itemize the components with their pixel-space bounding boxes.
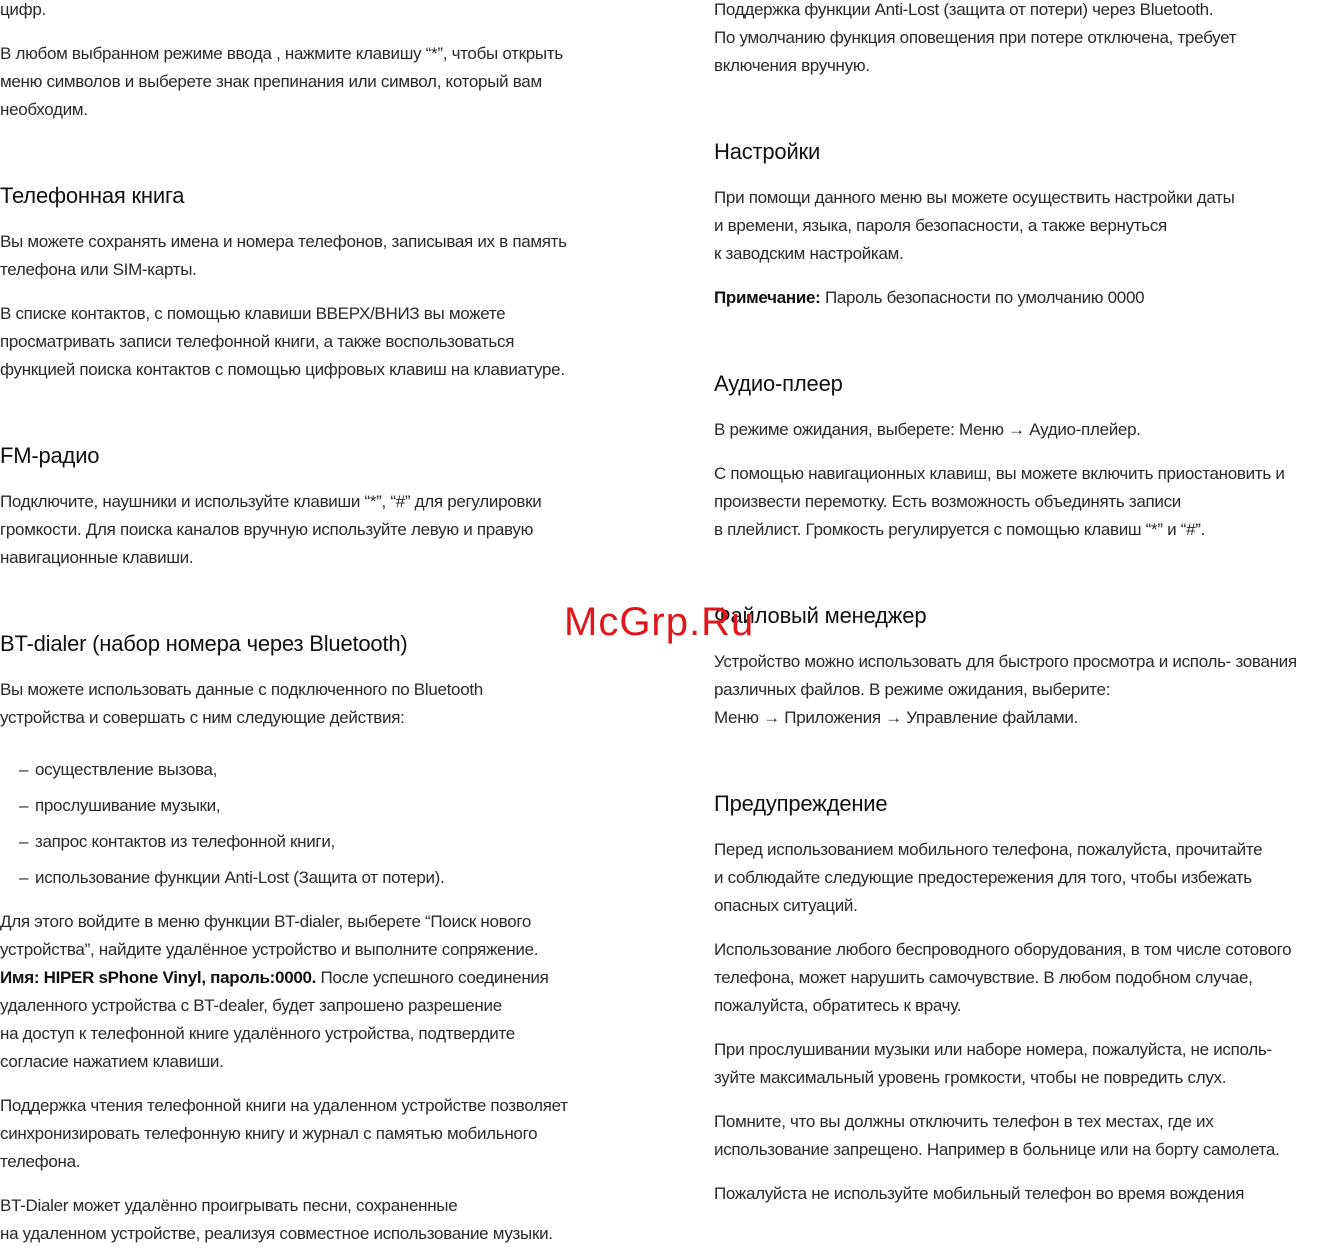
heading-fm-radio: FM-радио [0,443,100,468]
paragraph-audio-controls: С помощью навигационных клавиш, вы можете включить приостановить и произвести перемотку. Есть возможность объединять записи в плейлист. Громкость регулируется с помощью клавиш “*” и “#”. [714,464,1285,539]
heading-audio-player: Аудио-плеер [714,371,843,396]
paragraph-warning-health: Использование любого беспроводного оборудования, в том числе сотового телефона, может нарушить самочувствие. В любом подобном случае, пожалуйста, обратитесь к врачу. [714,940,1292,1015]
note-label: Примечание: [714,288,821,307]
heading-file-manager: Файловый менеджер [714,603,927,628]
list-item: – осуществление вызова, [19,760,218,779]
paragraph-bt-intro: Вы можете использовать данные с подключенного по Bluetooth устройства и совершать с ним следующие действия: [0,680,483,727]
paragraph-symbols-menu: В любом выбранном режиме ввода , нажмите клавишу “*”, чтобы открыть меню символов и выберете знак препинания или символ, который вам необходим. [0,44,563,119]
watermark-logo: McGrp.Ru [564,600,755,644]
heading-phonebook: Телефонная книга [0,183,185,208]
list-item: – использование функции Anti-Lost (Защита от потери). [19,868,445,887]
heading-bt-dialer: BT-dialer (набор номера через Bluetooth) [0,631,408,656]
pairing-credentials: Имя: HIPER sPhone Vinyl, пароль:0000. [0,968,317,987]
paragraph-bt-sync: Поддержка чтения телефонной книги на удаленном устройстве позволяет синхронизировать телефонную книгу и журнал с памятью мобильного телефона. [0,1096,568,1171]
paragraph-settings: При помощи данного меню вы можете осуществить настройки даты и времени, языка, пароля безопасности, а также вернуться к заводским настройкам. [714,188,1235,263]
paragraph-phonebook-save: Вы можете сохранять имена и номера телефонов, записывая их в память телефона или SIM-карты. [0,232,567,279]
paragraph-file-manager: Устройство можно использовать для быстрого просмотра и исполь- зования различных файлов. В режиме ожидания, выберите: Меню → Приложения → Управление файлами. [714,652,1297,727]
list-item: – прослушивание музыки, [19,796,221,815]
heading-warning: Предупреждение [714,791,888,816]
paragraph-settings-note: Примечание: Пароль безопасности по умолчанию 0000 [714,288,1145,307]
paragraph-bt-music: BT-Dialer может удалённо проигрывать песни, сохраненные на удаленном устройстве, реализуя совместное использование музыки. [0,1196,553,1243]
paragraph-bt-pairing: Для этого войдите в меню функции BT-dialer, выберете “Поиск нового устройства”, найдите удалённое устройство и выполните сопряжение. Имя: HIPER sPhone Vinyl, пароль:0000. После успешного соединения удаленного устройства с BT-dealer, будет запрошено разрешение на доступ к телефонной книге удалённого устройства, подтвердите согласие нажатием клавиши. [0,912,549,1071]
paragraph-warning-restricted: Помните, что вы должны отключить телефон в тех местах, где их использование запрещено. Например в больнице или на борту самолета. [714,1112,1280,1159]
paragraph-antilost: Поддержка функции Anti-Lost (защита от потери) через Bluetooth. По умолчанию функция оповещения при потере отключена, требует включения вручную. [714,0,1237,75]
paragraph-fm-radio: Подключите, наушники и используйте клавиши “*”, “#” для регулировки громкости. Для поиска каналов вручную используйте левую и правую навигационные клавиши. [0,492,542,567]
paragraph-warning-driving: Пожалуйста не используйте мобильный телефон во время вождения [714,1184,1245,1203]
paragraph-warning-intro: Перед использованием мобильного телефона, пожалуйста, прочитайте и соблюдайте следующие предостережения для того, чтобы избежать опасных ситуаций. [714,840,1263,915]
paragraph-tsifr: цифр. [0,0,46,19]
paragraph-phonebook-browse: В списке контактов, с помощью клавиши ВВЕРХ/ВНИЗ вы можете просматривать записи телефонной книги, а также воспользоваться функцией поиска контактов с помощью цифровых клавиш на клавиатуре. [0,304,565,379]
paragraph-warning-volume: При прослушивании музыки или наборе номера, пожалуйста, не исполь- зуйте максимальный уровень громкости, чтобы не повредить слух. [714,1040,1272,1087]
paragraph-audio-menu: В режиме ожидания, выберете: Меню → Аудио-плейер. [714,420,1141,439]
heading-settings: Настройки [714,139,821,164]
list-item: – запрос контактов из телефонной книги, [19,832,335,851]
